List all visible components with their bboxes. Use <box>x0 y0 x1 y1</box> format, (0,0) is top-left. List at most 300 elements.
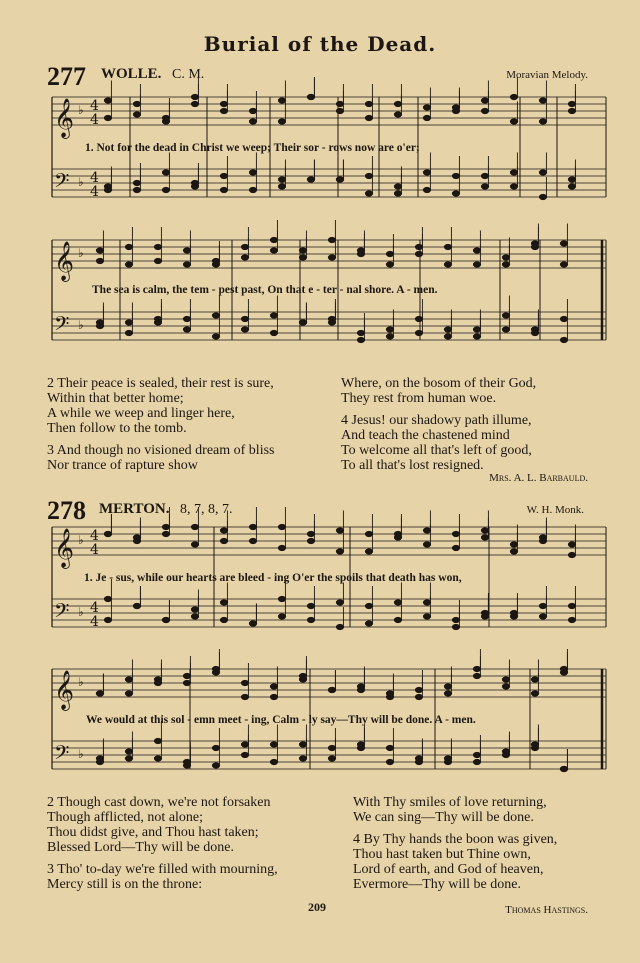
hymn-278-composer: W. H. Monk. <box>526 504 584 516</box>
verse-line: 2 Their peace is sealed, their rest is sure, <box>47 376 274 391</box>
notehead <box>104 184 111 189</box>
notehead <box>328 745 335 750</box>
notehead <box>241 255 248 260</box>
notehead <box>183 316 190 321</box>
notehead <box>502 327 509 332</box>
verse-line: And teach the chastened mind <box>341 428 510 443</box>
verse-line: Blessed Lord—Thy will be done. <box>47 840 235 855</box>
notehead <box>444 244 451 249</box>
notehead <box>125 756 132 761</box>
notehead <box>125 262 132 267</box>
music-symbol: 𝄞 <box>54 241 75 281</box>
notehead <box>365 621 372 626</box>
verse-line: Where, on the bosom of their God, <box>341 376 537 391</box>
notehead <box>220 600 227 605</box>
music-symbol: 4 <box>90 98 99 114</box>
hymn-277-tune: WOLLE. <box>101 66 162 82</box>
notehead <box>104 617 111 622</box>
notehead <box>183 248 190 253</box>
notehead <box>531 327 538 332</box>
notehead <box>183 327 190 332</box>
notehead <box>452 624 459 629</box>
hymn-278-author: Thomas Hastings. <box>505 904 588 916</box>
hymn-277-verses-left <box>47 376 275 473</box>
notehead <box>299 756 306 761</box>
notehead <box>270 313 277 318</box>
hymn-277-composer: Moravian Melody. <box>506 69 588 81</box>
notehead <box>249 187 256 192</box>
notehead <box>510 170 517 175</box>
notehead <box>365 531 372 536</box>
notehead <box>336 549 343 554</box>
verse-line: To welcome all that's left of good, <box>341 443 532 458</box>
notehead <box>568 617 575 622</box>
notehead <box>539 194 546 199</box>
notehead <box>328 756 335 761</box>
notehead <box>336 177 343 182</box>
notehead <box>510 94 517 99</box>
notehead <box>270 684 277 689</box>
notehead <box>249 538 256 543</box>
notehead <box>568 542 575 547</box>
notehead <box>510 184 517 189</box>
notehead <box>423 115 430 120</box>
notehead <box>386 691 393 696</box>
verse-line: 3 Tho' to-day we're filled with mourning, <box>47 862 278 877</box>
notehead <box>191 101 198 106</box>
notehead <box>510 119 517 124</box>
music-symbol: 4 <box>90 528 99 544</box>
notehead <box>415 687 422 692</box>
notehead <box>502 677 509 682</box>
notehead <box>125 691 132 696</box>
verse-line: Mercy still is on the throne: <box>47 877 203 892</box>
notehead <box>162 187 169 192</box>
notehead <box>96 756 103 761</box>
notehead <box>191 184 198 189</box>
notehead <box>212 670 219 675</box>
notehead <box>183 262 190 267</box>
notehead <box>133 180 140 185</box>
music-symbol: 4 <box>90 600 99 616</box>
notehead <box>133 603 140 608</box>
notehead <box>336 624 343 629</box>
notehead <box>415 330 422 335</box>
notehead <box>386 759 393 764</box>
notehead <box>154 738 161 743</box>
notehead <box>133 187 140 192</box>
notehead <box>568 108 575 113</box>
music-symbol: 𝄞 <box>54 670 75 710</box>
hymn-278-verses-right <box>353 795 557 892</box>
notehead <box>473 334 480 339</box>
notehead <box>307 538 314 543</box>
notehead <box>328 687 335 692</box>
notehead <box>394 112 401 117</box>
notehead <box>270 248 277 253</box>
hymn-277-author: Mrs. A. L. Barbauld. <box>489 472 588 484</box>
notehead <box>357 330 364 335</box>
notehead <box>568 552 575 557</box>
notehead <box>220 187 227 192</box>
notehead <box>386 745 393 750</box>
notehead <box>560 316 567 321</box>
notehead <box>568 603 575 608</box>
notehead <box>96 248 103 253</box>
notehead <box>249 108 256 113</box>
notehead <box>473 673 480 678</box>
notehead <box>191 542 198 547</box>
notehead <box>444 684 451 689</box>
hymn-278-verses-left <box>47 795 278 892</box>
notehead <box>473 752 480 757</box>
notehead <box>96 258 103 263</box>
notehead <box>241 244 248 249</box>
notehead <box>452 531 459 536</box>
notehead <box>212 745 219 750</box>
notehead <box>299 677 306 682</box>
notehead <box>539 98 546 103</box>
notehead <box>560 241 567 246</box>
hymn-277-verses-right <box>341 376 536 473</box>
verse-line: A while we weep and linger here, <box>47 406 235 421</box>
notehead <box>415 251 422 256</box>
notehead <box>423 528 430 533</box>
music-symbol: ♭ <box>78 175 84 189</box>
notehead <box>183 673 190 678</box>
music-symbol: ♭ <box>78 675 84 689</box>
notehead <box>365 549 372 554</box>
notehead <box>444 262 451 267</box>
notehead <box>452 545 459 550</box>
notehead <box>502 255 509 260</box>
notehead <box>270 237 277 242</box>
notehead <box>241 742 248 747</box>
notehead <box>270 694 277 699</box>
notehead <box>510 614 517 619</box>
notehead <box>365 115 372 120</box>
notehead <box>278 545 285 550</box>
notehead <box>386 251 393 256</box>
music-symbol: 𝄢 <box>54 169 70 197</box>
notehead <box>220 617 227 622</box>
notehead <box>249 170 256 175</box>
notehead <box>481 173 488 178</box>
notehead <box>423 542 430 547</box>
notehead <box>191 94 198 99</box>
notehead <box>270 742 277 747</box>
hymn-278-tune: MERTON. <box>99 501 170 517</box>
notehead <box>394 184 401 189</box>
notehead <box>220 528 227 533</box>
notehead <box>481 108 488 113</box>
music-symbol: 𝄢 <box>54 741 70 769</box>
notehead <box>510 549 517 554</box>
notehead <box>307 94 314 99</box>
notehead <box>560 262 567 267</box>
notehead <box>104 98 111 103</box>
notehead <box>423 614 430 619</box>
notehead <box>357 337 364 342</box>
notehead <box>328 320 335 325</box>
notehead <box>162 531 169 536</box>
notehead <box>473 262 480 267</box>
notehead <box>299 320 306 325</box>
notehead <box>444 327 451 332</box>
notehead <box>502 262 509 267</box>
music-symbol: ♭ <box>78 605 84 619</box>
notehead <box>270 759 277 764</box>
verse-line: Lord of earth, and God of heaven, <box>353 862 544 877</box>
notehead <box>212 763 219 768</box>
notehead <box>154 320 161 325</box>
notehead <box>241 327 248 332</box>
notehead <box>415 244 422 249</box>
verse-line: We can sing—Thy will be done. <box>353 810 534 825</box>
notehead <box>539 614 546 619</box>
notehead <box>104 115 111 120</box>
hymn-277-lyrics-line1: 1. Not for the dead in Christ we weep; Their sor - rows now are o'er; <box>85 142 420 154</box>
music-symbol: 4 <box>90 112 99 128</box>
notehead <box>270 330 277 335</box>
verse-line: Then follow to the tomb. <box>47 421 187 436</box>
verse-line: Though afflicted, not alone; <box>47 810 204 825</box>
notehead <box>394 101 401 106</box>
notehead <box>394 617 401 622</box>
notehead <box>452 617 459 622</box>
notehead <box>307 617 314 622</box>
hymn-278-lyrics-line2: We would at this sol - emn meet - ing, Calm - ly say—Thy will be done. A - men. <box>86 714 476 726</box>
notehead <box>357 684 364 689</box>
notehead <box>299 255 306 260</box>
notehead <box>96 320 103 325</box>
notehead <box>299 248 306 253</box>
notehead <box>502 752 509 757</box>
music-symbol: 𝄞 <box>54 98 75 138</box>
notehead <box>191 524 198 529</box>
notehead <box>154 756 161 761</box>
notehead <box>133 535 140 540</box>
notehead <box>481 535 488 540</box>
notehead <box>510 542 517 547</box>
notehead <box>104 596 111 601</box>
notehead <box>212 334 219 339</box>
notehead <box>278 184 285 189</box>
notehead <box>96 691 103 696</box>
notehead <box>336 600 343 605</box>
notehead <box>125 677 132 682</box>
notehead <box>473 248 480 253</box>
notehead <box>125 244 132 249</box>
notehead <box>241 694 248 699</box>
notehead <box>162 170 169 175</box>
notehead <box>191 607 198 612</box>
notehead <box>560 337 567 342</box>
notehead <box>212 313 219 318</box>
notehead <box>133 101 140 106</box>
music-symbol: 4 <box>90 542 99 558</box>
notehead <box>162 115 169 120</box>
verse-line: 3 And though no visioned dream of bliss <box>47 443 275 458</box>
notehead <box>125 749 132 754</box>
notehead <box>481 528 488 533</box>
music-symbol: ♭ <box>78 246 84 260</box>
notehead <box>104 531 111 536</box>
music-symbol: ♭ <box>78 747 84 761</box>
notehead <box>307 177 314 182</box>
notehead <box>539 119 546 124</box>
notehead <box>444 691 451 696</box>
notehead <box>481 184 488 189</box>
notehead <box>473 327 480 332</box>
music-symbol: ♭ <box>78 103 84 117</box>
verse-line: 4 Jesus! our shadowy path illume, <box>341 413 532 428</box>
hymn-277-number: 277 <box>47 62 86 91</box>
notehead <box>415 316 422 321</box>
notehead <box>336 528 343 533</box>
notehead <box>481 98 488 103</box>
notehead <box>220 538 227 543</box>
notehead <box>278 524 285 529</box>
hymn-278-number: 278 <box>47 496 86 525</box>
notehead <box>154 244 161 249</box>
notehead <box>531 244 538 249</box>
notehead <box>162 617 169 622</box>
music-symbol: ♭ <box>78 318 84 332</box>
notehead <box>220 173 227 178</box>
notehead <box>278 119 285 124</box>
notehead <box>278 614 285 619</box>
notehead <box>241 680 248 685</box>
notehead <box>502 313 509 318</box>
verse-line: To all that's lost resigned. <box>341 458 484 473</box>
notehead <box>560 766 567 771</box>
notehead <box>473 759 480 764</box>
notehead <box>531 677 538 682</box>
verse-line: With Thy smiles of love returning, <box>353 795 547 810</box>
notehead <box>220 101 227 106</box>
notehead <box>539 535 546 540</box>
notehead <box>328 255 335 260</box>
notehead <box>394 600 401 605</box>
notehead <box>125 320 132 325</box>
notehead <box>531 691 538 696</box>
notehead <box>423 105 430 110</box>
notehead <box>415 759 422 764</box>
notehead <box>328 237 335 242</box>
notehead <box>452 191 459 196</box>
notehead <box>162 524 169 529</box>
notehead <box>423 170 430 175</box>
notehead <box>365 191 372 196</box>
notehead <box>394 535 401 540</box>
notehead <box>220 108 227 113</box>
notehead <box>502 684 509 689</box>
music-symbol: 4 <box>90 614 99 630</box>
verse-line: Thou hast taken but Thine own, <box>353 847 531 862</box>
notehead <box>444 334 451 339</box>
notehead <box>560 666 567 671</box>
section-title: Burial of the Dead. <box>203 32 437 56</box>
notehead <box>249 621 256 626</box>
verse-line: 2 Though cast down, we're not forsaken <box>47 795 271 810</box>
notehead <box>423 600 430 605</box>
hymn-278-meter: 8, 7, 8, 7. <box>180 502 233 517</box>
notehead <box>531 745 538 750</box>
verse-line: Thou didst give, and Thou hast taken; <box>47 825 259 840</box>
hymn-277-lyrics-line2: The sea is calm, the tem - pest past, On that e - ter - nal shore. A - men. <box>92 284 438 296</box>
notehead <box>191 614 198 619</box>
music-symbol: 4 <box>90 184 99 200</box>
notehead <box>307 531 314 536</box>
notehead <box>154 680 161 685</box>
notehead <box>133 112 140 117</box>
notehead <box>539 603 546 608</box>
notehead <box>539 170 546 175</box>
music-symbol: 𝄞 <box>54 528 75 568</box>
notehead <box>154 258 161 263</box>
notehead <box>278 98 285 103</box>
notehead <box>452 108 459 113</box>
notehead <box>336 101 343 106</box>
notehead <box>357 251 364 256</box>
verse-line: 4 By Thy hands the boon was given, <box>353 832 558 847</box>
music-symbol: ♭ <box>78 533 84 547</box>
notehead <box>452 173 459 178</box>
verse-line: Nor trance of rapture show <box>47 458 198 473</box>
notehead <box>365 173 372 178</box>
notehead <box>394 191 401 196</box>
music-symbol: 𝄢 <box>54 599 70 627</box>
notehead <box>386 327 393 332</box>
notehead <box>568 184 575 189</box>
notehead <box>568 177 575 182</box>
notehead <box>365 603 372 608</box>
notehead <box>249 524 256 529</box>
hymn-278-lyrics-line1: 1. Je - sus, while our hearts are bleed - ing O'er the spoils that death has won, <box>84 572 462 584</box>
notehead <box>278 596 285 601</box>
notehead <box>473 666 480 671</box>
music-symbol: 4 <box>90 170 99 186</box>
notehead <box>481 610 488 615</box>
notehead <box>568 101 575 106</box>
verse-line: Evermore—Thy will be done. <box>353 877 521 892</box>
notehead <box>183 680 190 685</box>
verse-line: Within that better home; <box>47 391 184 406</box>
notehead <box>241 316 248 321</box>
notehead <box>386 334 393 339</box>
notehead <box>307 603 314 608</box>
verse-line: They rest from human woe. <box>341 391 497 406</box>
notehead <box>183 763 190 768</box>
hymn-277-meter: C. M. <box>172 67 205 82</box>
page-number: 209 <box>308 900 326 914</box>
notehead <box>386 262 393 267</box>
notehead <box>241 752 248 757</box>
notehead <box>212 258 219 263</box>
notehead <box>357 745 364 750</box>
notehead <box>423 187 430 192</box>
notehead <box>336 108 343 113</box>
notehead <box>278 177 285 182</box>
notehead <box>249 119 256 124</box>
notehead <box>299 742 306 747</box>
notehead <box>415 694 422 699</box>
music-symbol: 𝄢 <box>54 312 70 340</box>
notehead <box>365 101 372 106</box>
notehead <box>444 756 451 761</box>
notehead <box>125 330 132 335</box>
